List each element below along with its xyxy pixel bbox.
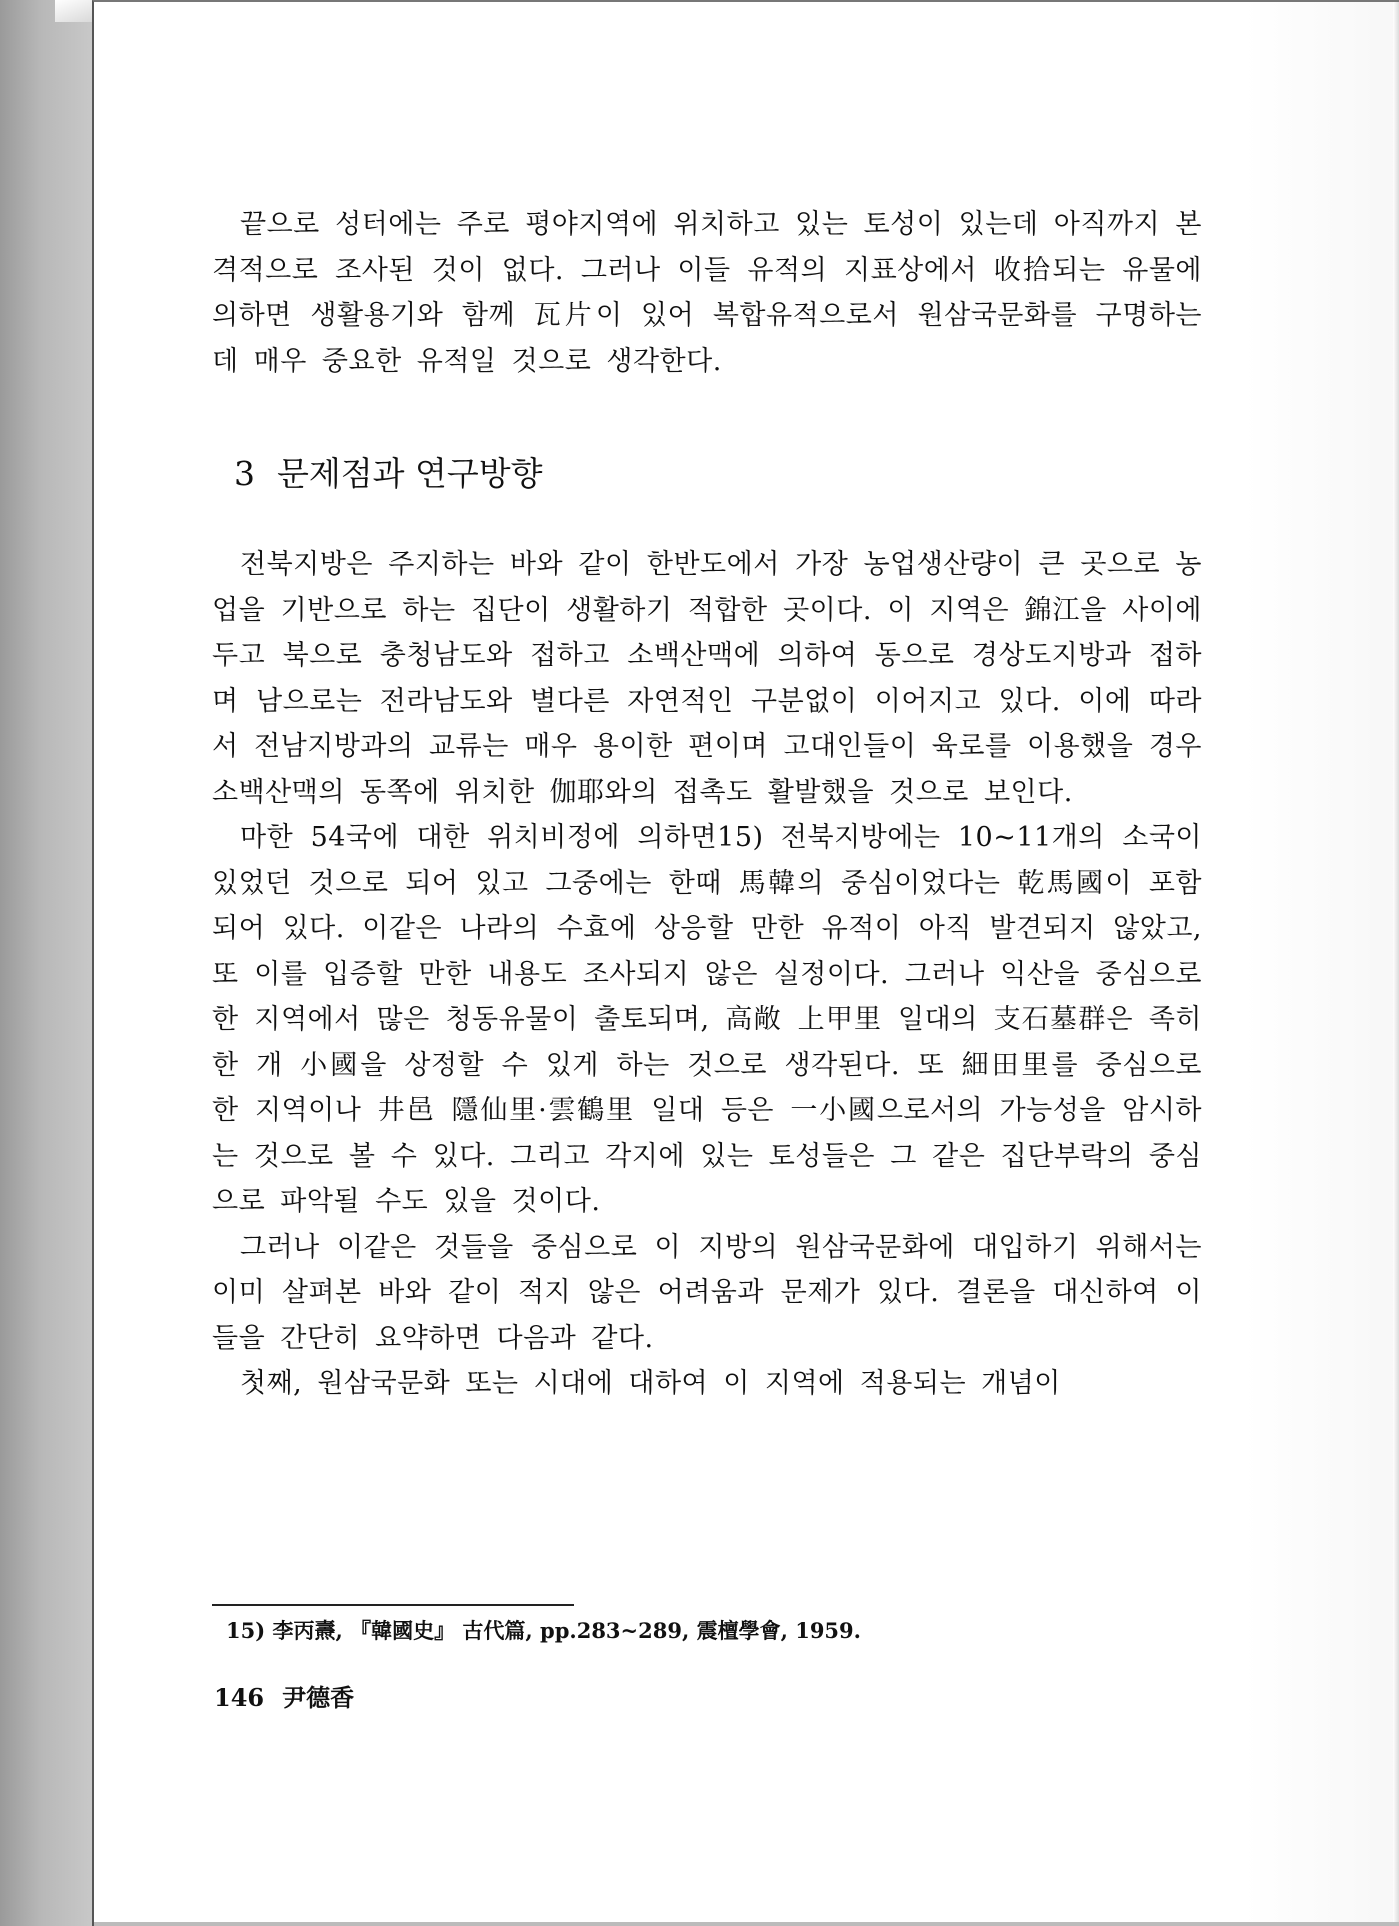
paragraph: 그러나 이같은 것들을 중심으로 이 지방의 원삼국문화에 대입하기 위해서는 이미 살펴본 바와 같이 적지 않은 어려움과 문제가 있다. 결론을 대신하여 이들을 간단히 요약하면 다음과 같다. <box>212 1231 1202 1354</box>
running-author: 尹德香 <box>282 1683 355 1712</box>
paragraph: 전북지방은 주지하는 바와 같이 한반도에서 가장 농업생산량이 큰 곳으로 농업을 기반으로 하는 집단이 생활하기 적합한 곳이다. 이 지역은 錦江을 사이에 두고 북으로 충청남도와 접하고 소백산맥에 의하여 동으로 경상도지방과 접하며 남으로는 전라남도와 별다른 자연적인 구분없이 이어지고 있다. 이에 따라서 전남지방과의 교류는 매우 용이한 편이며 고대인들이 육로를 이용했을 경우 소백산맥의 동쪽에 위치한 伽耶와의 접촉도 활발했을 것으로 보인다. <box>212 549 1202 808</box>
footnote: 15) 李丙燾, 『韓國史』 古代篇, pp.283~289, 震檀學會, 1959. <box>226 1618 861 1643</box>
paragraph: 첫째, 원삼국문화 또는 시대에 대하여 이 지역에 적용되는 개념이 <box>240 1368 1061 1399</box>
body-text <box>212 202 1202 1407</box>
page-folio <box>214 1680 372 1716</box>
page-right-edge <box>1393 2 1399 1926</box>
section-title: 문제점과 연구방향 <box>277 454 543 493</box>
section-number: 3 <box>234 454 255 493</box>
page-bottom-edge <box>94 1922 1399 1926</box>
page-number: 146 <box>214 1683 265 1712</box>
paragraph-intro: 끝으로 성터에는 주로 평야지역에 위치하고 있는 토성이 있는데 아직까지 본격적으로 조사된 것이 없다. 그러나 이들 유적의 지표상에서 收拾되는 유물에 의하면 생활용기와 함께 瓦片이 있어 복합유적으로서 원삼국문화를 구명하는 데 매우 중요한 유적일 것으로 생각한다. <box>212 209 1202 377</box>
footnote-divider <box>212 1604 574 1606</box>
paragraph: 마한 54국에 대한 위치비정에 의하면15) 전북지방에는 10~11개의 소국이 있었던 것으로 되어 있고 그중에는 한때 馬韓의 중심이었다는 乾馬國이 포함되어 있다. 이같은 나라의 수효에 상응할 만한 유적이 아직 발견되지 않았고, 또 이를 입증할 만한 내용도 조사되지 않은 실정이다. 그러나 익산을 중심으로 한 지역에서 많은 청동유물이 출토되며, 高敞 上甲里 일대의 支石墓群은 족히 한 개 小國을 상정할 수 있게 하는 것으로 생각된다. 또 細田里를 중심으로 한 지역이나 井邑 隱仙里·雲鶴里 일대 등은 一小國으로서의 가능성을 암시하는 것으로 볼 수 있다. 그리고 각지에 있는 토성들은 그 같은 집단부락의 중심으로 파악될 수도 있을 것이다. <box>212 822 1202 1217</box>
section-heading <box>212 452 1202 496</box>
book-spine <box>0 0 92 1926</box>
